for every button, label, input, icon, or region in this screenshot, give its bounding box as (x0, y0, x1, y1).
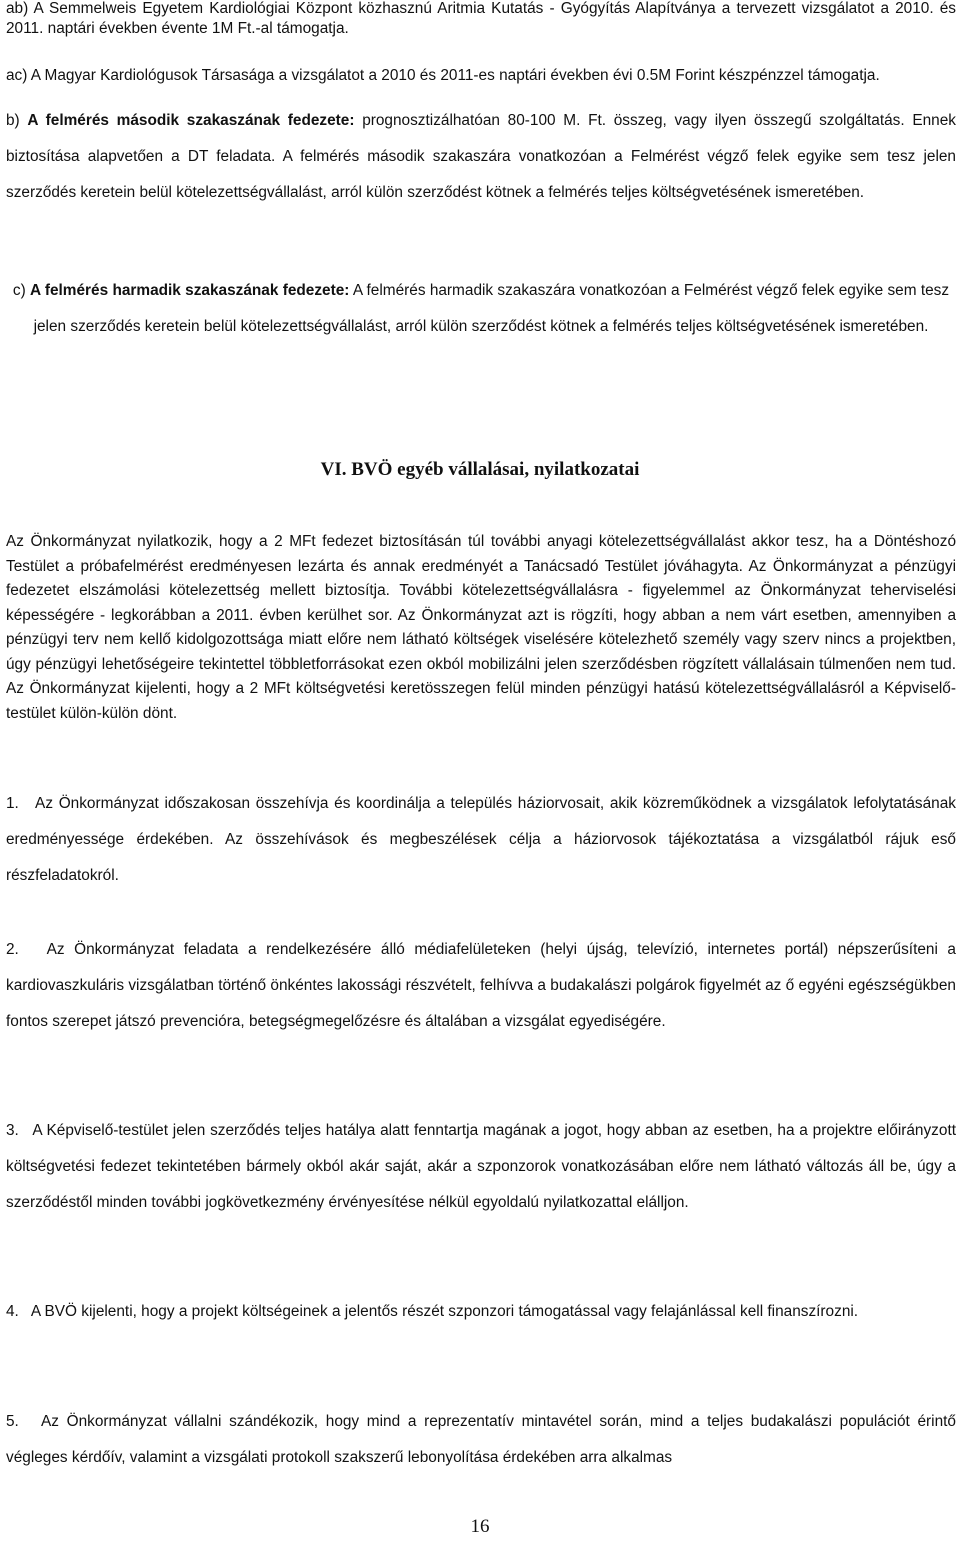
paragraph-c-text: A felmérés harmadik szakaszára vonatkozóan a Felmérést végző felek egyike sem tesz jelen szerződés keretein belül kötelezettségvállalást, arról külön szerződést kötnek a felmérés teljes költségvetésének ismeretében. (33, 282, 950, 335)
list-item-5: 5. Az Önkormányzat vállalni szándékozik, hogy mind a reprezentatív mintavétel során, mind a teljes budakalászi populációt érintő végleges kérdőív, valamint a vizsgálati protokoll szakszerű lebonyolítása érdekében arra alkalmas (6, 1413, 956, 1466)
paragraph-b-prefix: b) (6, 112, 28, 129)
paragraph-c-bold-title: A felmérés harmadik szakaszának fedezete: (30, 282, 350, 299)
paragraph-c-prefix: c) (12, 282, 31, 299)
section-heading: VI. BVÖ egyéb vállalásai, nyilatkozatai (320, 459, 640, 480)
paragraph-b-bold-title: A felmérés második szakaszának fedezete: (27, 112, 355, 129)
paragraph-ab: ab) A Semmelweis Egyetem Kardiológiai Központ közhasznú Aritmia Kutatás - Gyógyítás Alapítványa a tervezett vizsgálatot a 2010. és 2011. naptári években évente 1M Ft.-al támogatja. (6, 0, 956, 37)
section-paragraph: Az Önkormányzat nyilatkozik, hogy a 2 MFt fedezet biztosításán túl további anyagi kötelezettségvállalást akkor tesz, ha a Döntéshozó Testület a próbafelmérést eredményesen lezárta és annak eredményét a Tanácsadó Testület jóváhagyta. Az Önkormányzat a pénzügyi fedezetet elszámolási kötelezettség mellett biztosítja. További kötelezettségvállalásra - figyelemmel az Önkormányzat teherviselési képességére - legkorábban a 2011. évben kerülhet sor. Az Önkormányzat azt is rögzíti, hogy abban a nem várt esetben, amennyiben a pénzügyi terv nem kellő kidolgozottsága miatt előre nem látható költségek viselésére kötelezhető személy vagy szerv nincs a projektben, úgy pénzügyi lehetőségeire tekintettel többletforrásokat ezen okból mobilizálni jelen szerződésben rögzített vállalásain túlmenően nem tud. Az Önkormányzat kijelenti, hogy a 2 MFt költségvetési keretösszegen felül minden pénzügyi hatású kötelezettségvállalásról a Képviselő-testület külön-külön dönt. (6, 533, 956, 722)
page-number: 16 (470, 1516, 490, 1537)
paragraph-c (6, 273, 956, 345)
list-item-1: 1. Az Önkormányzat időszakosan összehívja és koordinálja a település háziorvosait, akik közreműködnek a vizsgálatok lefolytatásának eredményessége érdekében. Az összehívások és megbeszélések célja a háziorvosok tájékoztatása a vizsgálatból rájuk eső részfeladatokról. (6, 795, 956, 884)
list-item-4: 4. A BVÖ kijelenti, hogy a projekt költségeinek a jelentős részét szponzori támogatással vagy felajánlással kell finanszírozni. (6, 1303, 859, 1320)
paragraph-ac: ac) A Magyar Kardiológusok Társasága a vizsgálatot a 2010 és 2011-es naptári években évi 0.5M Forint készpénzzel támogatja. (6, 67, 880, 84)
paragraph-b-text: prognosztizálhatóan 80-100 M. Ft. összeg, vagy ilyen összegű szolgáltatás. Ennek biztosítása alapvetően a DT feladata. A felmérés második szakaszára vonatkozóan a Felmérést végző felek egyike sem tesz jelen szerződés keretein belül kötelezettségvállalást, arról külön szerződést kötnek a felmérés teljes költségvetésének ismeretében. (6, 112, 956, 201)
paragraph-b (6, 103, 956, 211)
list-item-3: 3. A Képviselő-testület jelen szerződés teljes hatálya alatt fenntartja magának a jogot, hogy abban az esetben, ha a projektre előirányzott költségvetési fedezet tekintetében bármely okból akár saját, akár a szponzorok vonatkozásában előre nem látható változás áll be, úgy a szerződéstől minden további jogkövetkezmény érvényesítése nélkül egyoldalú nyilatkozattal elálljon. (6, 1122, 956, 1211)
list-item-2: 2. Az Önkormányzat feladata a rendelkezésére álló médiafelületeken (helyi újság, televízió, internetes portál) népszerűsíteni a kardiovaszkuláris vizsgálatban történő önkéntes lakossági részvételt, felhívva a budakalászi polgárok figyelmét az ő egyéni egészségükben fontos szerepet játszó prevencióra, betegségmegelőzésre és általában a vizsgálat egyediségére. (6, 941, 956, 1030)
